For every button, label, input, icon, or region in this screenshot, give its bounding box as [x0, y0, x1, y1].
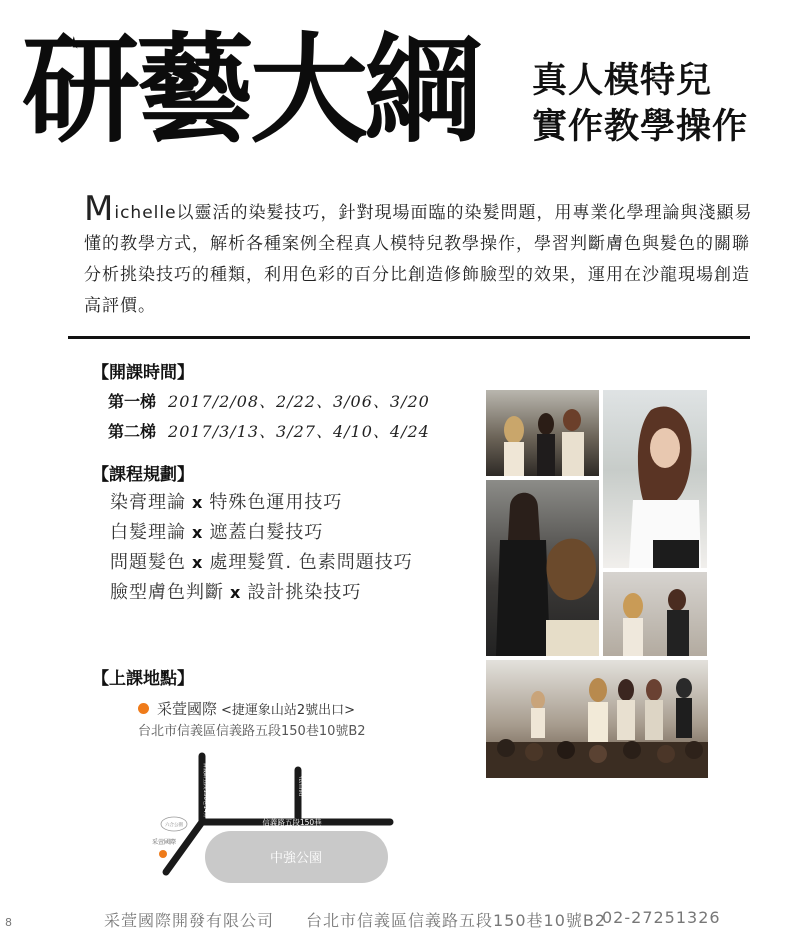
- intro-initial: M: [84, 189, 115, 229]
- divider: [68, 336, 750, 339]
- intro-paragraph: [84, 189, 754, 322]
- course-topic: 染膏理論: [110, 492, 186, 513]
- page-mark: 8: [5, 916, 12, 929]
- x-mark: x: [192, 553, 204, 572]
- subtitle: [532, 58, 748, 150]
- course-topic: 問題髮色: [110, 552, 186, 573]
- x-mark: x: [192, 523, 204, 542]
- venue-name: [138, 698, 355, 719]
- course-skill: 設計挑染技巧: [247, 582, 362, 603]
- footer-company: 采萱國際開發有限公司: [104, 911, 275, 930]
- schedule-dates: 2017/2/08、2/22、3/06、3/20: [168, 392, 430, 411]
- schedule-heading: 【開課時間】: [92, 363, 194, 383]
- road-diagonal: [166, 822, 202, 872]
- course-topic: 白髮理論: [110, 522, 186, 543]
- photo-models-group: [486, 390, 599, 476]
- course-item: [110, 548, 413, 578]
- photo-demonstration: [486, 480, 599, 656]
- road-left-label: 信義路五段150巷14弄: [202, 762, 208, 818]
- location-dot-icon: [138, 703, 149, 714]
- subtitle-line2: 實作教學操作: [532, 107, 749, 147]
- schedule-row: [108, 420, 430, 444]
- course-list: [110, 488, 413, 608]
- venue-map-label: 采萱國際: [151, 839, 177, 846]
- course-item: [110, 578, 413, 608]
- intro-text: ichelle以靈活的染髮技巧，針對現場面臨的染髮問題，用專業化學理論與淺顯易懂的教學方式，解析各種案例全程真人模特兒教學操作，學習判斷膚色與髮色的關聯分析挑染技巧的種類，利用色彩的百分比創造修飾臉型的效果，運用在沙龍現場創造高評價。: [84, 203, 753, 316]
- venue-address: 台北市信義區信義路五段150巷10號B2: [138, 724, 366, 739]
- photo-audience: [486, 660, 708, 778]
- venue-map-dot-icon: [159, 850, 167, 858]
- photo-styling: [603, 572, 707, 656]
- location-map: [150, 748, 400, 893]
- course-item: [110, 488, 413, 518]
- road-right-label: 松智路: [298, 776, 306, 797]
- road-main-label: 信義路五段150巷: [262, 818, 322, 827]
- course-topic: 臉型膚色判斷: [110, 582, 224, 603]
- courses-heading: 【課程規劃】: [92, 465, 194, 485]
- page-title: 研藝大綱: [22, 21, 479, 159]
- footer-phone: 02-27251326: [602, 908, 721, 927]
- course-skill: 特殊色運用技巧: [209, 492, 343, 513]
- subtitle-line1: 真人模特兒: [532, 61, 713, 101]
- photo-instructor: [603, 390, 707, 568]
- venue-title: 采萱國際: [157, 700, 218, 718]
- schedule-label: 第二梯: [108, 422, 157, 441]
- schedule-label: 第一梯: [108, 392, 157, 411]
- location-heading: 【上課地點】: [92, 669, 194, 689]
- schedule-dates: 2017/3/13、3/27、4/10、4/24: [168, 422, 430, 441]
- course-item: [110, 518, 413, 548]
- schedule-row: [108, 390, 430, 414]
- venue-station: <捷運象山站2號出口>: [221, 703, 356, 718]
- park-label: 中強公園: [269, 851, 323, 866]
- x-mark: x: [230, 583, 242, 602]
- course-skill: 遮蓋白髮技巧: [209, 522, 324, 543]
- poi-label: 六合公園: [165, 823, 183, 828]
- footer-address: 台北市信義區信義路五段150巷10號B2: [306, 911, 607, 930]
- x-mark: x: [192, 493, 204, 512]
- course-skill: 處理髮質. 色素問題技巧: [209, 552, 413, 573]
